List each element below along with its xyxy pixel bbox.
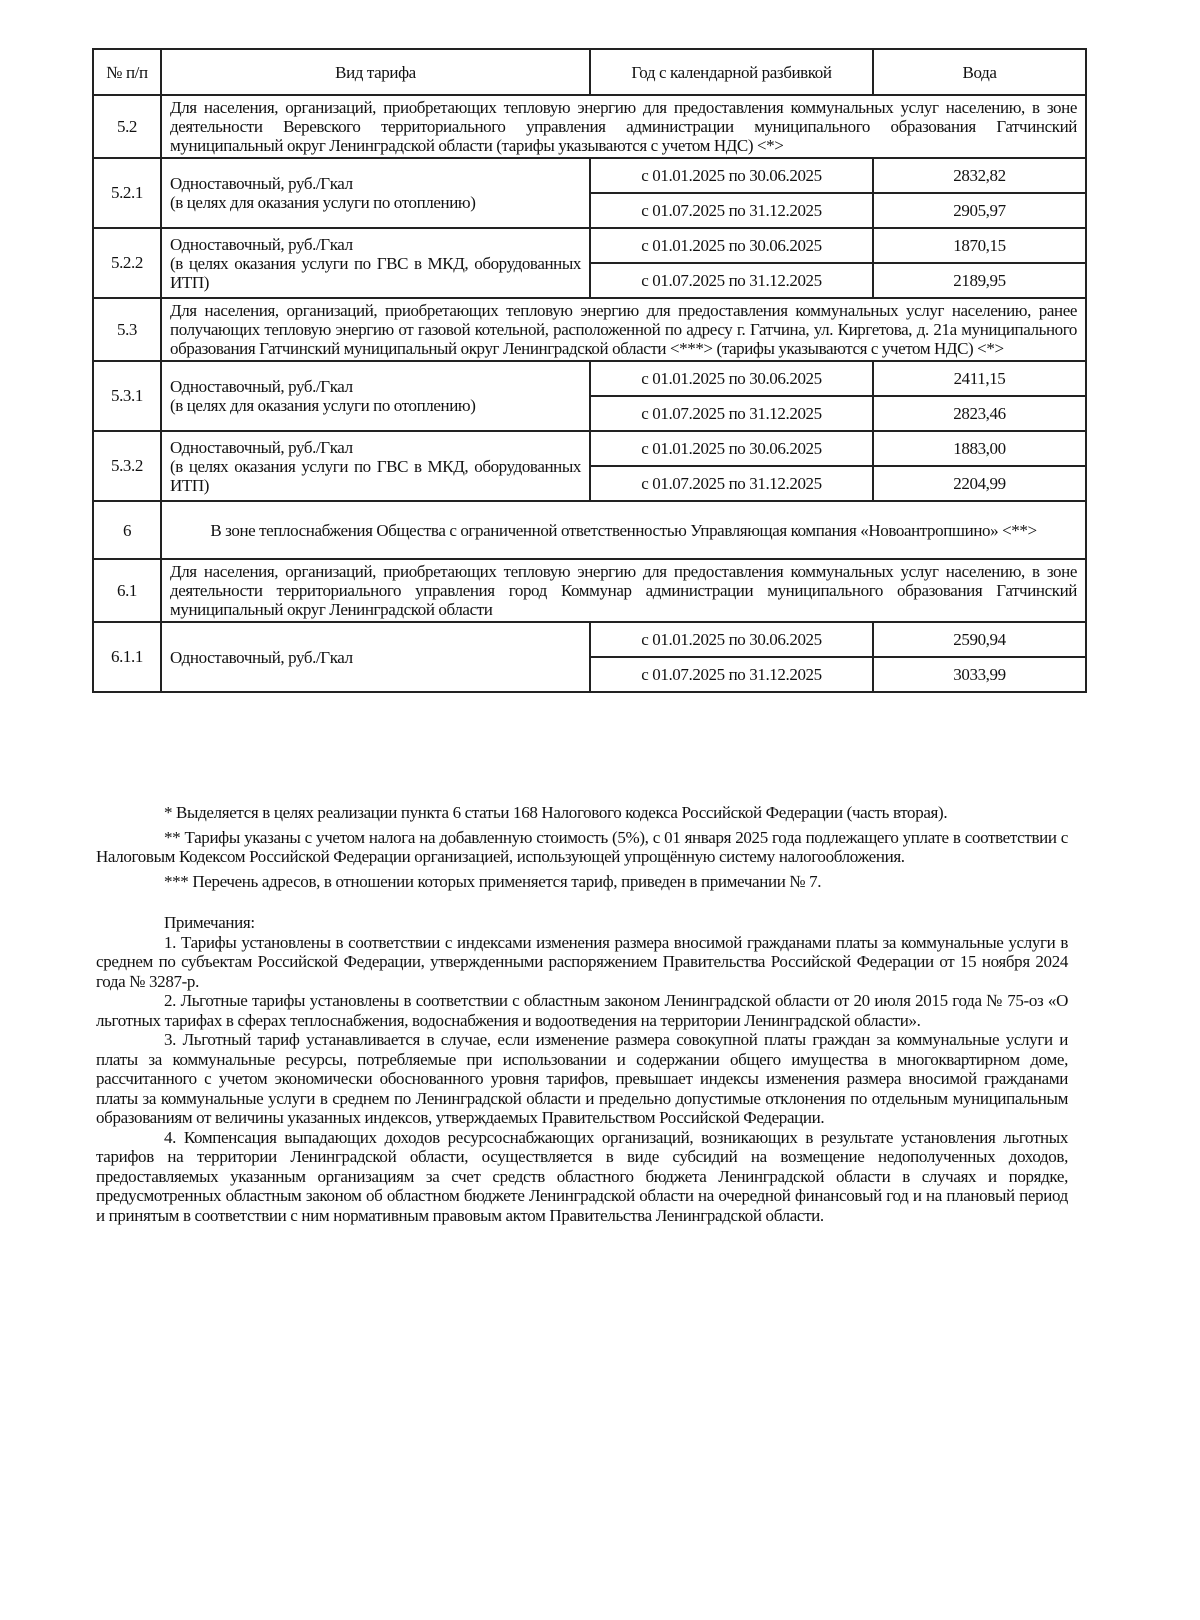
water-value: 2590,94 (873, 622, 1086, 657)
water-value: 2189,95 (873, 263, 1086, 298)
table-row (93, 431, 1086, 466)
tariff-purpose: (в целях для оказания услуги по отоплению) (170, 193, 476, 212)
period: с 01.07.2025 по 31.12.2025 (590, 466, 873, 501)
row-num: 6.1.1 (93, 622, 161, 692)
header-type: Вид тарифа (161, 49, 590, 95)
tariff-type (161, 361, 590, 431)
period: с 01.07.2025 по 31.12.2025 (590, 193, 873, 228)
tariff-type-line: Одноставочный, руб./Гкал (170, 377, 353, 396)
row-num: 5.3 (93, 298, 161, 361)
row-num: 6 (93, 501, 161, 559)
period: с 01.01.2025 по 30.06.2025 (590, 622, 873, 657)
tariff-purpose: (в целях оказания услуги по ГВС в МКД, оборудованных ИТП) (170, 253, 581, 292)
period: с 01.07.2025 по 31.12.2025 (590, 657, 873, 692)
table-row (93, 158, 1086, 193)
section-text: Для населения, организаций, приобретающих тепловую энергию для предоставления коммунальных услуг населению, ранее получающих тепловую энергию от газовой котельной, расположенной по адресу г. Гатчина, ул. Киргетова, д. 21а муниципального образования Гатчинский муниципальный округ Ленинградской области <***> (тарифы указываются с учетом НДС) <*> (161, 298, 1086, 361)
water-value: 2204,99 (873, 466, 1086, 501)
water-value: 1883,00 (873, 431, 1086, 466)
footnote: * Выделяется в целях реализации пункта 6 статьи 168 Налогового кодекса Российской Федерации (часть вторая). (164, 803, 948, 822)
water-value: 2905,97 (873, 193, 1086, 228)
table-header (93, 49, 1086, 95)
section-text: Для населения, организаций, приобретающих тепловую энергию для предоставления коммунальных услуг населению, в зоне деятельности Веревского территориального управления администрации муниципального образования Гатчинский муниципальный округ Ленинградской области (тарифы указываются с учетом НДС) <*> (161, 95, 1086, 158)
header-period: Год с календарной разбивкой (590, 49, 873, 95)
row-num: 5.2.1 (93, 158, 161, 228)
note: 2. Льготные тарифы установлены в соответствии с областным законом Ленинградской области от 20 июля 2015 года № 75-оз «О льготных тарифах в сферах теплоснабжения, водоснабжения и водоотведения на территории Ленинградской области». (96, 991, 1068, 1030)
water-value: 3033,99 (873, 657, 1086, 692)
notes-title: Примечания: (164, 913, 255, 932)
row-num: 6.1 (93, 559, 161, 622)
footnote: ** Тарифы указаны с учетом налога на добавленную стоимость (5%), с 01 января 2025 года подлежащего уплате в соответствии с Налоговым Кодексом Российской Федерации организацией, использующей упрощённую систему налогообложения. (96, 827, 1068, 866)
section-row (93, 298, 1086, 361)
note: 1. Тарифы установлены в соответствии с индексами изменения размера вносимой гражданами платы за коммунальные услуги в среднем по субъектам Российской Федерации, утвержденными распоряжением Правительства Российской Федерации от 15 ноября 2024 года № 3287-р. (96, 932, 1068, 991)
water-value: 2823,46 (873, 396, 1086, 431)
tariff-type (161, 228, 590, 298)
tariff-type-line: Одноставочный, руб./Гкал (170, 234, 353, 254)
tariff-table (92, 48, 1087, 693)
header-value: Вода (873, 49, 1086, 95)
period: с 01.07.2025 по 31.12.2025 (590, 263, 873, 298)
tariff-purpose: (в целях оказания услуги по ГВС в МКД, оборудованных ИТП) (170, 456, 581, 495)
zone-title: В зоне теплоснабжения Общества с ограниченной ответственностью Управляющая компания «Новоантропшино» <**> (161, 501, 1086, 559)
note: 3. Льготный тариф устанавливается в случае, если изменение размера совокупной платы граждан за коммунальные услуги и платы за коммунальные ресурсы, потребляемые при использовании и содержании общего имущества в многоквартирном доме, рассчитанного с учетом экономически обоснованного уровня тарифов, превышает индексы изменения размера вносимой гражданами платы за коммунальные услуги в среднем по Ленинградской области и предельно допустимые отклонения по отдельным муниципальным образованиям от величины указанных индексов, утверждаемых Правительством Российской Федерации. (96, 1030, 1068, 1127)
row-num: 5.2.2 (93, 228, 161, 298)
tariff-type: Одноставочный, руб./Гкал (161, 622, 590, 692)
tariff-type-line: Одноставочный, руб./Гкал (170, 437, 353, 457)
footnote: *** Перечень адресов, в отношении которых применяется тариф, приведен в примечании № 7. (164, 871, 822, 891)
period: с 01.01.2025 по 30.06.2025 (590, 158, 873, 193)
row-num: 5.3.2 (93, 431, 161, 501)
period: с 01.07.2025 по 31.12.2025 (590, 396, 873, 431)
tariff-type-line: Одноставочный, руб./Гкал (170, 174, 353, 193)
period: с 01.01.2025 по 30.06.2025 (590, 228, 873, 263)
period: с 01.01.2025 по 30.06.2025 (590, 361, 873, 396)
section-row (93, 95, 1086, 158)
tariff-type (161, 158, 590, 228)
tariff-purpose: (в целях для оказания услуги по отоплению) (170, 396, 476, 415)
water-value: 2832,82 (873, 158, 1086, 193)
period: с 01.01.2025 по 30.06.2025 (590, 431, 873, 466)
tariff-type (161, 431, 590, 501)
water-value: 2411,15 (873, 361, 1086, 396)
table-row (93, 361, 1086, 396)
table-row (93, 228, 1086, 263)
section-row (93, 559, 1086, 622)
water-value: 1870,15 (873, 228, 1086, 263)
header-num: № п/п (93, 49, 161, 95)
section-text: Для населения, организаций, приобретающих тепловую энергию для предоставления коммунальных услуг населению, в зоне деятельности территориального управления город Коммунар администрации муниципального образования Гатчинский муниципальный округ Ленинградской области (161, 559, 1086, 622)
row-num: 5.2 (93, 95, 161, 158)
note: 4. Компенсация выпадающих доходов ресурсоснабжающих организаций, возникающих в результате установления льготных тарифов на территории Ленинградской области, осуществляется в виде субсидий на возмещение недополученных доходов, предоставляемых указанным организациям за счет средств областного бюджета Ленинградской области в случаях и порядке, предусмотренных областным законом об областном бюджете Ленинградской области на очередной финансовый год и на плановый период и принятым в соответствии с ним нормативным правовым актом Правительства Ленинградской области. (96, 1127, 1068, 1225)
row-num: 5.3.1 (93, 361, 161, 431)
table-row (93, 622, 1086, 657)
zone-row (93, 501, 1086, 559)
notes-block (96, 803, 1068, 1225)
